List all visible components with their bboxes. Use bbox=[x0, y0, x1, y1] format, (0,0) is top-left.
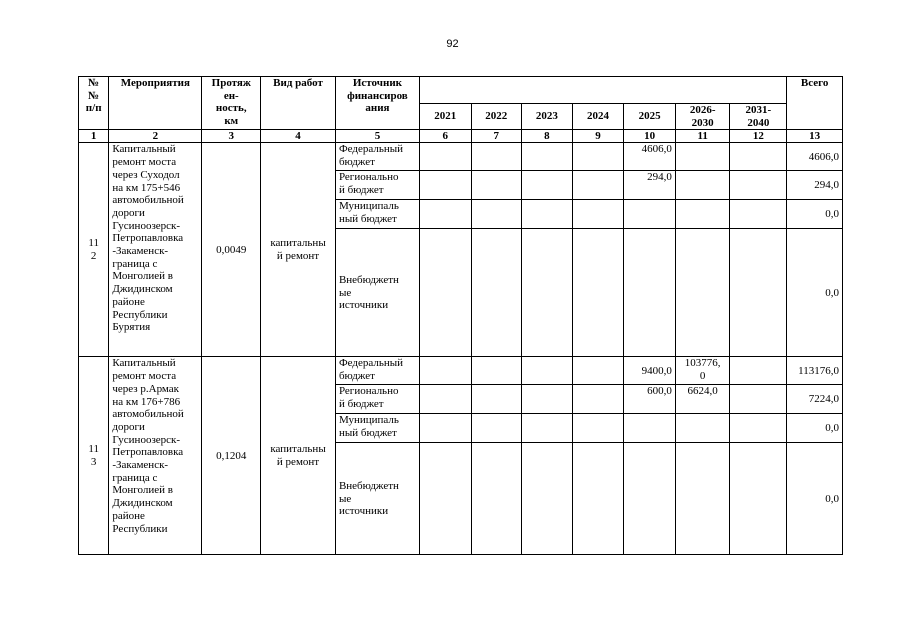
row-length: 0,1204 bbox=[202, 357, 261, 555]
value-total: 0,0 bbox=[787, 414, 843, 443]
value-total: 113176,0 bbox=[787, 357, 843, 385]
source-name: Внебюджетн ые источники bbox=[335, 443, 419, 555]
value-total: 7224,0 bbox=[787, 385, 843, 414]
year-2031-2040: 2031- 2040 bbox=[730, 104, 787, 130]
row-num: 11 2 bbox=[79, 143, 109, 357]
colnum: 1 bbox=[79, 130, 109, 143]
source-name: Регионально й бюджет bbox=[335, 171, 419, 200]
colnum: 6 bbox=[419, 130, 471, 143]
value-total: 0,0 bbox=[787, 443, 843, 555]
colnum: 2 bbox=[109, 130, 202, 143]
year-2026-2030: 2026- 2030 bbox=[675, 104, 730, 130]
year-2023: 2023 bbox=[522, 104, 573, 130]
value-2026-2030: 103776, 0 bbox=[675, 357, 730, 385]
value-2025: 294,0 bbox=[624, 171, 676, 200]
header-years-group bbox=[419, 77, 786, 104]
header-source: Источник финансиров ания bbox=[335, 77, 419, 130]
header-work-type: Вид работ bbox=[261, 77, 336, 130]
table-row bbox=[79, 357, 843, 385]
header-total: Всего bbox=[787, 77, 843, 130]
header-row bbox=[79, 77, 843, 104]
colnum: 5 bbox=[335, 130, 419, 143]
row-event: Капитальный ремонт моста через р.Армак на км 176+786 автомобильной дороги Гусиноозерск- Петропавловка -Закаменск- граница с Монголией в Джидинском районе Республики bbox=[109, 357, 202, 555]
value-2025: 4606,0 bbox=[624, 143, 676, 171]
colnum: 4 bbox=[261, 130, 336, 143]
year-2025: 2025 bbox=[624, 104, 676, 130]
row-work-type: капитальны й ремонт bbox=[261, 357, 336, 555]
year-2021: 2021 bbox=[419, 104, 471, 130]
column-numbers-row bbox=[79, 130, 843, 143]
row-work-type: капитальны й ремонт bbox=[261, 143, 336, 357]
year-2024: 2024 bbox=[572, 104, 624, 130]
source-name: Регионально й бюджет bbox=[335, 385, 419, 414]
colnum: 3 bbox=[202, 130, 261, 143]
table-row bbox=[79, 143, 843, 171]
header-num: № № п/п bbox=[79, 77, 109, 130]
colnum: 12 bbox=[730, 130, 787, 143]
source-name: Федеральный бюджет bbox=[335, 357, 419, 385]
header-event: Мероприятия bbox=[109, 77, 202, 130]
colnum: 11 bbox=[675, 130, 730, 143]
colnum: 10 bbox=[624, 130, 676, 143]
value-2025: 600,0 bbox=[624, 385, 676, 414]
source-name: Муниципаль ный бюджет bbox=[335, 200, 419, 229]
value-total: 294,0 bbox=[787, 171, 843, 200]
row-length: 0,0049 bbox=[202, 143, 261, 357]
row-num: 11 3 bbox=[79, 357, 109, 555]
colnum: 13 bbox=[787, 130, 843, 143]
value-2026-2030: 6624,0 bbox=[675, 385, 730, 414]
header-length: Протяж ен- ность, км bbox=[202, 77, 261, 130]
value-total: 0,0 bbox=[787, 200, 843, 229]
source-name: Внебюджетн ые источники bbox=[335, 229, 419, 357]
value-total: 0,0 bbox=[787, 229, 843, 357]
value-2025: 9400,0 bbox=[624, 357, 676, 385]
source-name: Муниципаль ный бюджет bbox=[335, 414, 419, 443]
value-total: 4606,0 bbox=[787, 143, 843, 171]
page-number: 92 bbox=[446, 38, 459, 50]
source-name: Федеральный бюджет bbox=[335, 143, 419, 171]
financing-table bbox=[78, 76, 843, 555]
colnum: 7 bbox=[471, 130, 522, 143]
colnum: 8 bbox=[522, 130, 573, 143]
row-event: Капитальный ремонт моста через Суходол на км 175+546 автомобильной дороги Гусиноозерск- Петропавловка -Закаменск- граница с Монголией в Джидинском районе Республики Бурятия bbox=[109, 143, 202, 357]
year-2022: 2022 bbox=[471, 104, 522, 130]
colnum: 9 bbox=[572, 130, 624, 143]
